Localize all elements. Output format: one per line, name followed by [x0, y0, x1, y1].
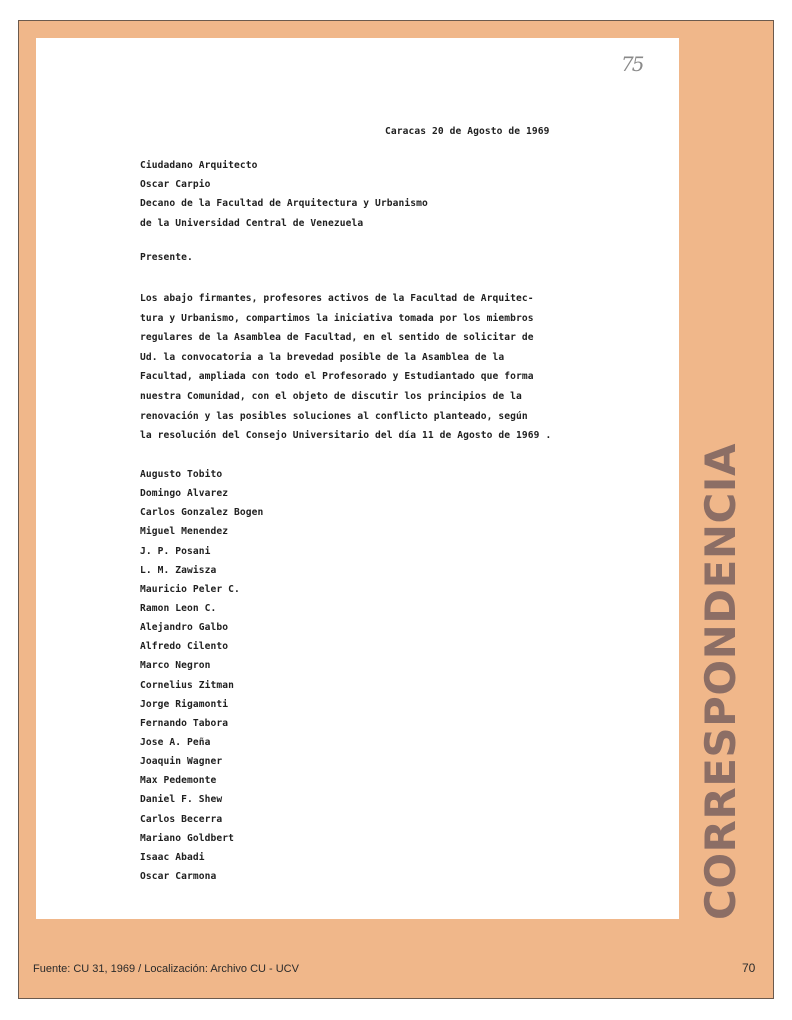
- letter-body: [140, 289, 551, 446]
- body-line: Ud. la convocatoria a la brevedad posible de la Asamblea de la: [140, 351, 505, 363]
- signatory-name: Joaquin Wagner: [140, 756, 223, 768]
- signatory-name: Jorge Rigamonti: [140, 698, 229, 710]
- signatory-name: Fernando Tabora: [140, 717, 229, 729]
- body-line: nuestra Comunidad, con el objeto de discutir los principios de la: [140, 390, 522, 402]
- signatory-name: Oscar Carmona: [140, 870, 217, 882]
- signatory-name: Miguel Menendez: [140, 526, 229, 538]
- address-line: de la Universidad Central de Venezuela: [140, 217, 364, 229]
- letter-salutation: Presente.: [140, 252, 193, 263]
- signatory-name: Mariano Goldbert: [140, 832, 235, 844]
- source-caption: Fuente: CU 31, 1969 / Localización: Archivo CU - UCV: [33, 963, 299, 975]
- signatory-name: Isaac Abadi: [140, 851, 205, 863]
- signatory-name: Marco Negron: [140, 660, 211, 672]
- signatory-name: Cornelius Zitman: [140, 679, 235, 691]
- letter-address: [140, 156, 428, 233]
- signatory-name: Daniel F. Shew: [140, 794, 223, 806]
- signatory-name: Alejandro Galbo: [140, 622, 229, 634]
- signatory-list: [140, 465, 263, 886]
- body-line: Los abajo firmantes, profesores activos de la Facultad de Arquitec-: [140, 293, 534, 304]
- body-line: la resolución del Consejo Universitario del día 11 de Agosto de 1969 .: [140, 430, 552, 442]
- signatory-name: Alfredo Cilento: [140, 641, 229, 653]
- section-title: CORRESPONDENCIA: [696, 443, 745, 920]
- letter-scan: [36, 38, 679, 919]
- address-line: Ciudadano Arquitecto: [140, 160, 258, 171]
- signatory-name: J. P. Posani: [140, 545, 211, 557]
- body-line: tura y Urbanismo, compartimos la iniciativa tomada por los miembros: [140, 312, 534, 324]
- signatory-name: Augusto Tobito: [140, 469, 223, 480]
- signatory-name: Mauricio Peler C.: [140, 583, 240, 595]
- page-number: 70: [742, 961, 756, 975]
- signatory-name: Max Pedemonte: [140, 775, 217, 787]
- handwritten-page-mark: 75: [621, 52, 643, 76]
- signatory-name: Ramon Leon C.: [140, 602, 217, 614]
- body-line: renovación y las posibles soluciones al conflicto planteado, según: [140, 410, 528, 422]
- body-line: regulares de la Asamblea de Facultad, en el sentido de solicitar de: [140, 332, 534, 344]
- signatory-name: Carlos Gonzalez Bogen: [140, 507, 264, 519]
- signatory-name: Carlos Becerra: [140, 813, 223, 825]
- signatory-name: Domingo Alvarez: [140, 488, 229, 500]
- body-line: Facultad, ampliada con todo el Profesorado y Estudiantado que forma: [140, 371, 534, 383]
- address-line: Oscar Carpio: [140, 179, 211, 191]
- signatory-name: Jose A. Peña: [140, 736, 211, 748]
- signatory-name: L. M. Zawisza: [140, 564, 217, 576]
- letter-date: Caracas 20 de Agosto de 1969: [385, 126, 550, 137]
- address-line: Decano de la Facultad de Arquitectura y Urbanismo: [140, 198, 428, 210]
